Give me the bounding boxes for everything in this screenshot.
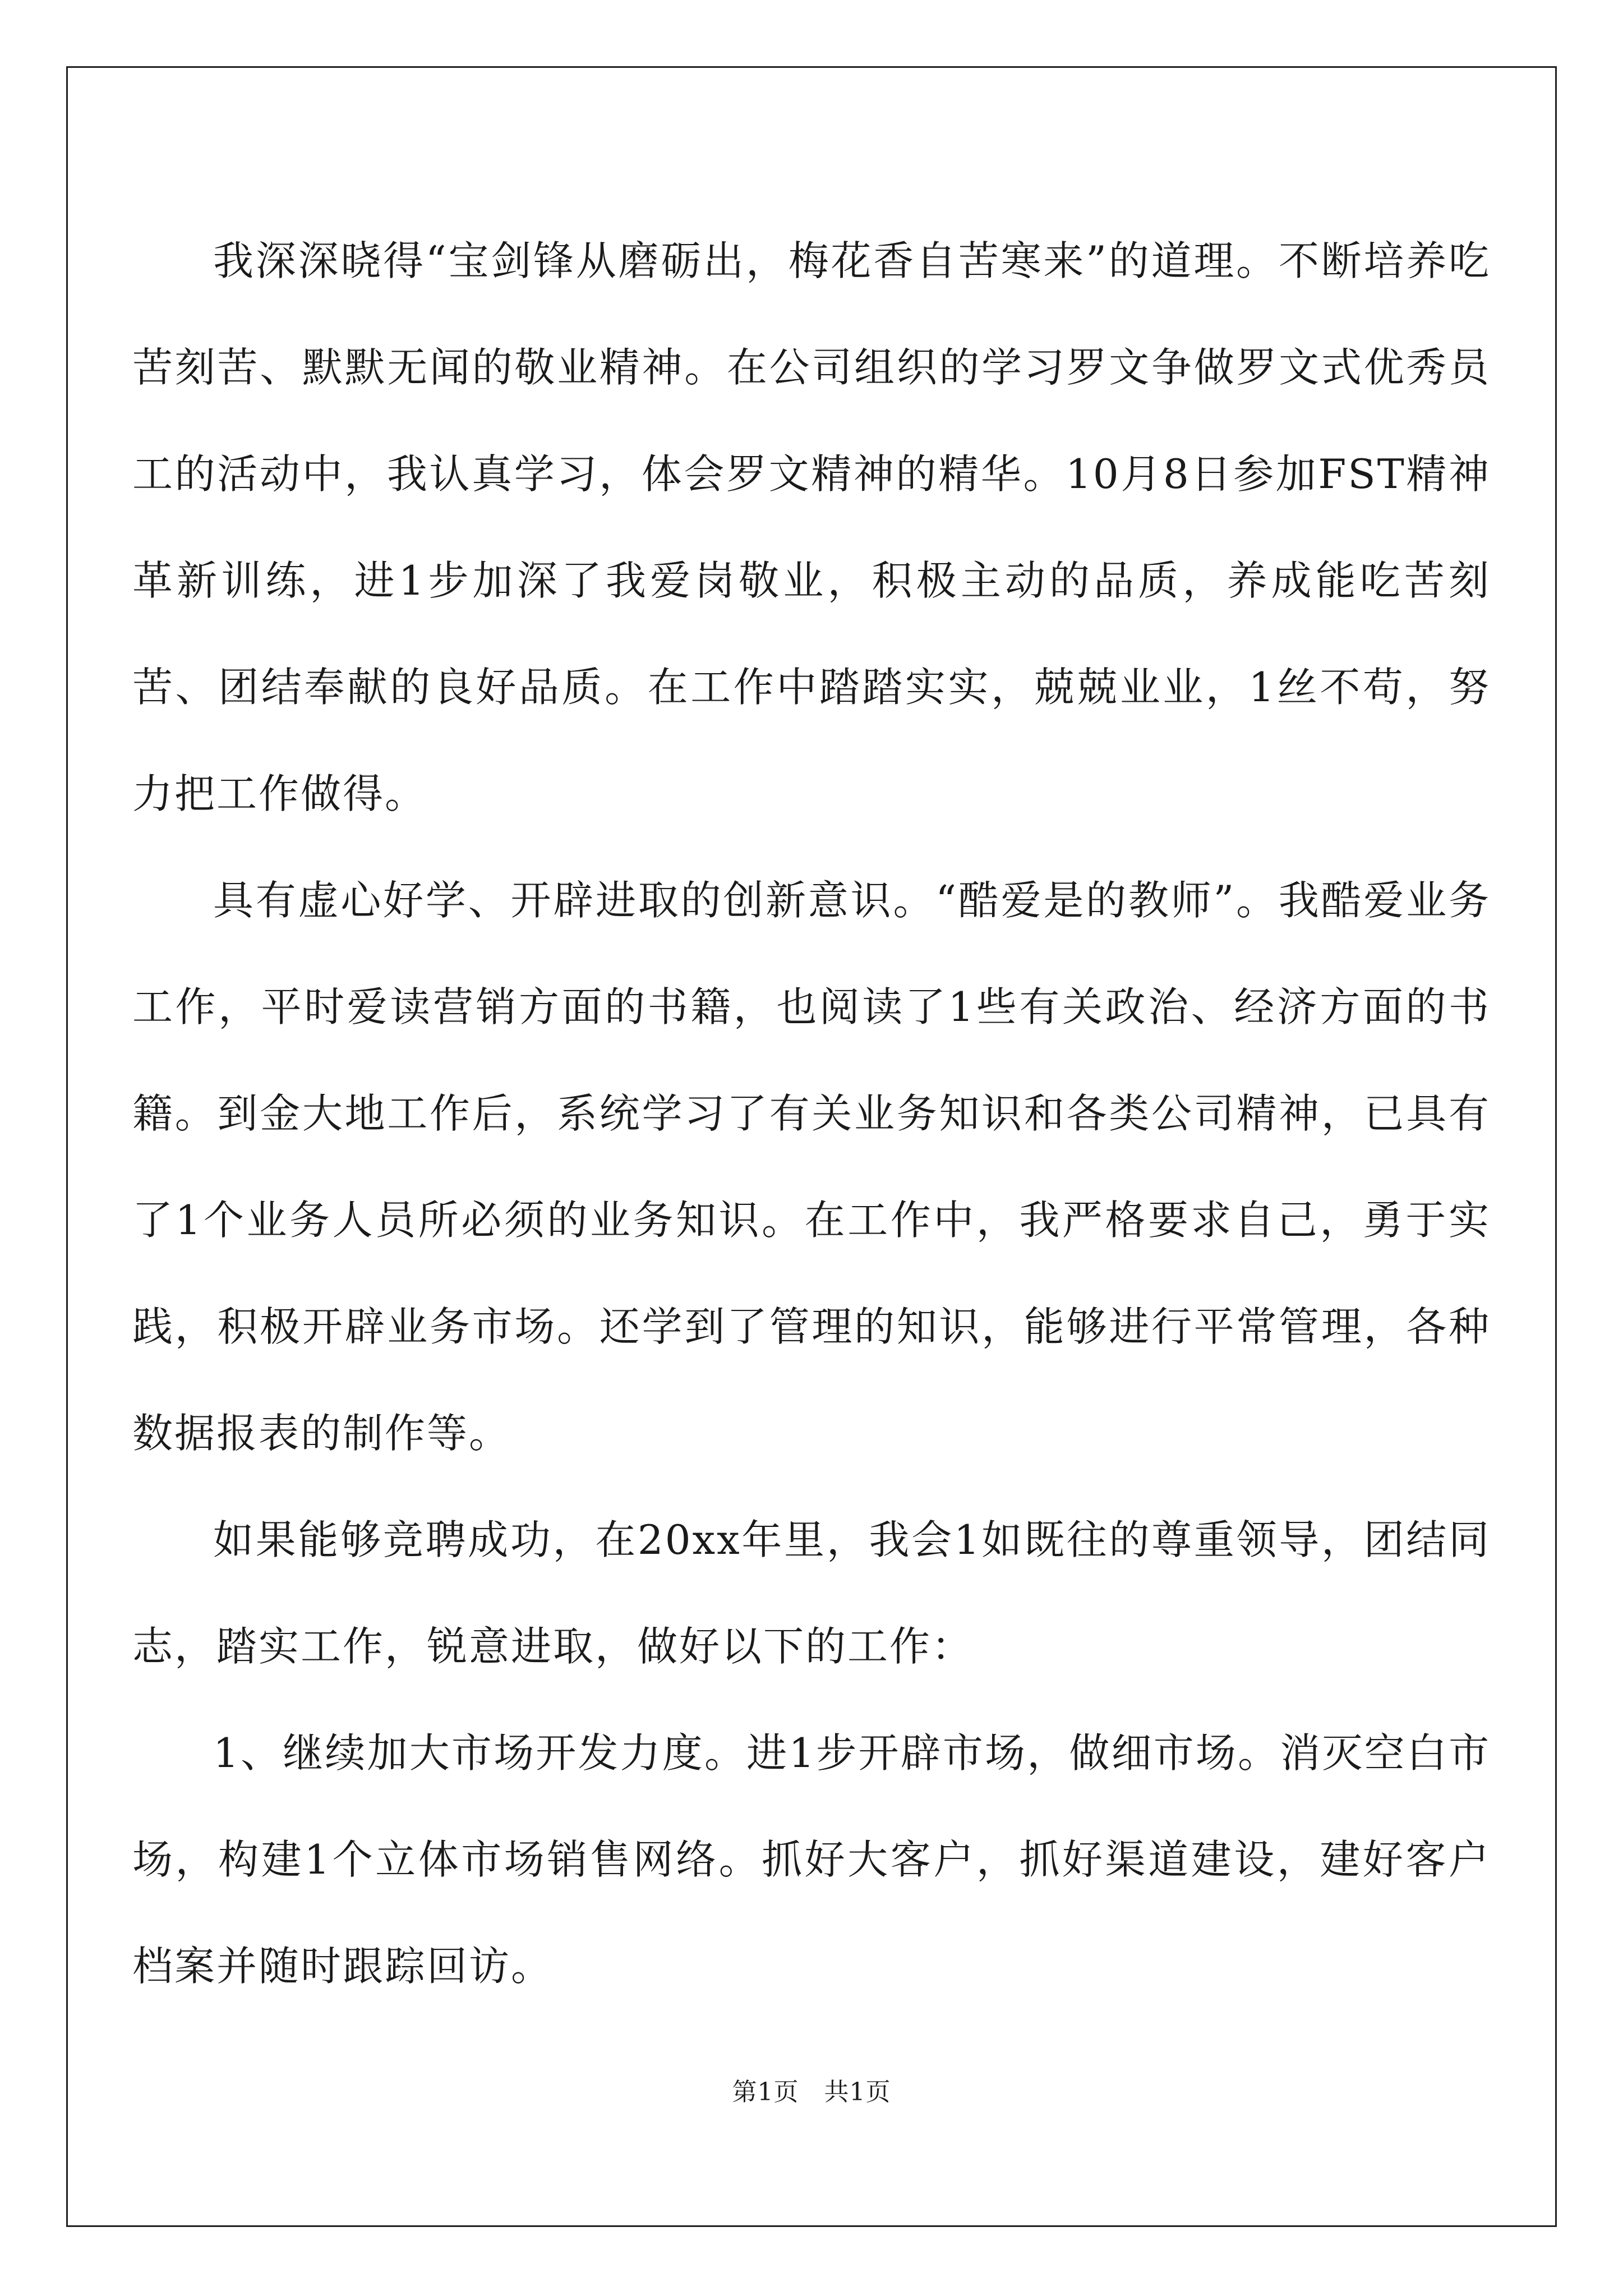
paragraph-2: 具有虚心好学、开辟进取的创新意识。“酷爱是的教师”。我酷爱业务工作，平时爱读营销方面的书籍，也阅读了1些有关政治、经济方面的书籍。到金大地工作后，系统学习了有关业务知识和各类公司精神，已具有了1个业务人员所必须的业务知识。在工作中，我严格要求自己，勇于实践，积极开辟业务市场。还学到了管理的知识，能够进行平常管理，各种数据报表的制作等。 (132, 877, 1491, 1457)
page-footer: 第1页 共1页 (732, 2078, 891, 2106)
paragraph-1: 我深深晓得“宝剑锋从磨砺出，梅花香自苦寒来”的道理。不断培养吃苦刻苦、默默无闻的敬业精神。在公司组织的学习罗文争做罗文式优秀员工的活动中，我认真学习，体会罗文精神的精华。10月8日参加FST精神革新训练，进1步加深了我爱岗敬业，积极主动的品质，养成能吃苦刻苦、团结奉献的良好品质。在工作中踏踏实实，兢兢业业，1丝不苟，努力把工作做得。 (132, 237, 1491, 817)
document-body (132, 208, 1491, 2019)
paragraph-3: 如果能够竞聘成功，在20xx年里，我会1如既往的尊重领导，团结同志，踏实工作，锐意进取，做好以下的工作： (132, 1516, 1491, 1670)
paragraph-4: 1、继续加大市场开发力度。进1步开辟市场，做细市场。消灭空白市场，构建1个立体市场销售网络。抓好大客户，抓好渠道建设，建好客户档案并随时跟踪回访。 (132, 1729, 1491, 1990)
